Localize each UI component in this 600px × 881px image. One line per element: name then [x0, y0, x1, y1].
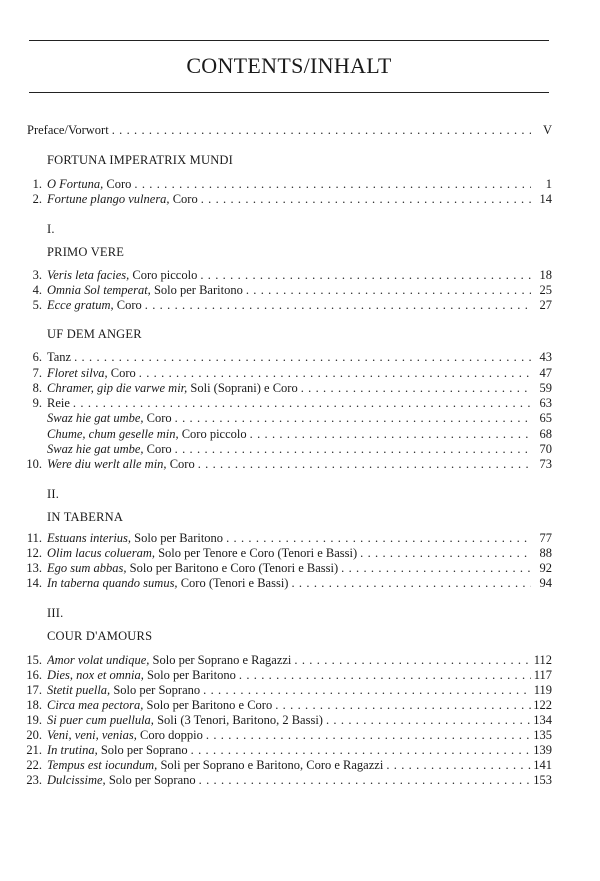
toc-entry-title: Swaz hie gat umbe,: [47, 442, 144, 456]
section-heading-cour-damours: COUR D'AMOURS: [47, 629, 153, 643]
toc-entry-title: Circa mea pectora,: [47, 698, 144, 712]
leader-dots: [201, 191, 531, 207]
section-heading-fortuna: FORTUNA IMPERATRIX MUNDI: [47, 153, 234, 167]
leader-dots: [246, 282, 531, 298]
toc-entry[interactable]: [0, 697, 600, 713]
leader-dots: [226, 530, 531, 546]
leader-dots: [200, 267, 531, 283]
toc-entry-title: Floret silva,: [47, 366, 108, 380]
toc-entry-number: 16.: [26, 668, 42, 682]
toc-entry-page: 119: [533, 683, 552, 697]
toc-entry-number: 23.: [26, 773, 42, 787]
toc-entry-page: 94: [539, 576, 552, 590]
toc-entry-desc: Soli (3 Tenori, Baritono, 2 Bassi): [153, 713, 323, 727]
toc-subentry[interactable]: [0, 410, 600, 426]
section-heading-uf-dem-anger: UF DEM ANGER: [47, 327, 142, 341]
toc-entry-number: 4.: [32, 283, 42, 297]
leader-dots: [301, 380, 531, 396]
leader-dots: [275, 697, 531, 713]
toc-entry-desc: Coro: [143, 411, 172, 425]
toc-entry-title: Olim lacus colueram,: [47, 546, 155, 560]
leader-dots: [191, 742, 531, 758]
toc-entry-page: 92: [539, 561, 552, 575]
toc-entry-number: 7.: [32, 366, 42, 380]
part-number-1: I.: [47, 222, 55, 236]
toc-entry-number: 15.: [26, 653, 42, 667]
toc-entry-page: 73: [539, 457, 552, 471]
toc-entry-page: 47: [539, 366, 552, 380]
toc-entry[interactable]: [0, 191, 600, 207]
top-rule: [29, 40, 549, 41]
toc-entry[interactable]: [0, 652, 600, 668]
page-title: CONTENTS/INHALT: [186, 53, 392, 78]
leader-dots: [175, 410, 531, 426]
toc-entry-title: Omnia Sol temperat,: [47, 283, 151, 297]
leader-dots: [206, 727, 531, 743]
toc-entry-desc: Coro: [113, 298, 142, 312]
toc-entry-number: 13.: [26, 561, 42, 575]
toc-entry[interactable]: [0, 530, 600, 546]
toc-entry-page: 77: [539, 531, 552, 545]
leader-dots: [112, 122, 531, 138]
toc-entry-page: 27: [539, 298, 552, 312]
toc-entry-number: 22.: [26, 758, 42, 772]
leader-dots: [175, 441, 531, 457]
toc-entry[interactable]: [0, 667, 600, 683]
toc-entry-desc: Coro (Tenori e Bassi): [177, 576, 289, 590]
bottom-rule: [29, 92, 549, 93]
toc-entry-desc: Coro piccolo: [129, 268, 198, 282]
leader-dots: [250, 426, 531, 442]
section-heading-primo-vere: PRIMO VERE: [47, 245, 125, 259]
toc-entry[interactable]: [0, 282, 600, 298]
toc-entry-desc: Solo per Soprano: [110, 683, 201, 697]
toc-entry-page: 88: [539, 546, 552, 560]
leader-dots: [198, 456, 531, 472]
toc-entry-preface[interactable]: [0, 122, 600, 138]
toc-entry-title: Amor volat undique,: [47, 653, 150, 667]
leader-dots: [199, 772, 531, 788]
toc-entry[interactable]: [0, 742, 600, 758]
toc-entry-title: Preface/Vorwort: [27, 123, 109, 137]
toc-entry[interactable]: [0, 560, 600, 576]
toc-entry[interactable]: [0, 757, 600, 773]
toc-entry-desc: Tanz: [47, 350, 72, 364]
toc-entry-number: 20.: [26, 728, 42, 742]
toc-entry-page: 25: [539, 283, 552, 297]
toc-entry-page: 139: [533, 743, 552, 757]
leader-dots: [139, 365, 531, 381]
toc-entry-desc: Coro doppio: [136, 728, 203, 742]
toc-entry-page: 43: [539, 350, 552, 364]
toc-entry-desc: Coro: [143, 442, 172, 456]
toc-entry-number: 19.: [26, 713, 42, 727]
toc-entry[interactable]: [0, 712, 600, 728]
toc-entry-page: 112: [533, 653, 552, 667]
toc-entry[interactable]: [0, 267, 600, 283]
toc-entry-number: 5.: [32, 298, 42, 312]
leader-dots: [239, 667, 531, 683]
section-heading-in-taberna: IN TABERNA: [47, 510, 124, 524]
toc-entry-title: Chume, chum geselle min,: [47, 427, 179, 441]
leader-dots: [360, 545, 531, 561]
toc-entry-number: 6.: [32, 350, 42, 364]
toc-entry-number: 12.: [26, 546, 42, 560]
leader-dots: [341, 560, 531, 576]
toc-entry-title: Fortune plango vulnera,: [47, 192, 170, 206]
leader-dots: [134, 176, 531, 192]
toc-entry-title: Stetit puella,: [47, 683, 111, 697]
toc-entry-page: 18: [539, 268, 552, 282]
toc-entry-number: 18.: [26, 698, 42, 712]
toc-entry-number: 10.: [26, 457, 42, 471]
toc-entry-title: Swaz hie gat umbe,: [47, 411, 144, 425]
leader-dots: [73, 395, 531, 411]
toc-entry-desc: Solo per Soprano e Ragazzi: [149, 653, 292, 667]
part-number-2: II.: [47, 487, 60, 501]
toc-entry[interactable]: [0, 456, 600, 472]
toc-entry-desc: Solo per Baritono: [150, 283, 243, 297]
leader-dots: [326, 712, 531, 728]
toc-entry-number: 21.: [26, 743, 42, 757]
toc-entry-page: 141: [533, 758, 552, 772]
toc-entry-title: Dulcissime,: [47, 773, 106, 787]
toc-entry-desc: Coro piccolo: [178, 427, 247, 441]
toc-entry-desc: Coro: [103, 177, 132, 191]
toc-entry-number: 11.: [26, 531, 42, 545]
toc-entry-title: O Fortuna,: [47, 177, 104, 191]
toc-entry-desc: Solo per Soprano: [97, 743, 188, 757]
toc-entry-title: In trutina,: [47, 743, 98, 757]
toc-entry-page: 14: [539, 192, 552, 206]
toc-entry-number: 9.: [32, 396, 42, 410]
toc-entry-desc: Soli (Soprani) e Coro: [187, 381, 298, 395]
toc-entry-page: 117: [533, 668, 552, 682]
toc-entry-desc: Solo per Soprano: [105, 773, 196, 787]
toc-entry-title: Ego sum abbas,: [47, 561, 127, 575]
toc-entry-number: 8.: [32, 381, 42, 395]
toc-entry[interactable]: [0, 349, 600, 365]
toc-entry-desc: Reie: [47, 396, 70, 410]
leader-dots: [291, 575, 531, 591]
toc-entry-desc: Coro: [107, 366, 136, 380]
toc-entry-desc: Solo per Baritono e Coro: [143, 698, 273, 712]
toc-entry[interactable]: [0, 575, 600, 591]
toc-entry-page: 63: [539, 396, 552, 410]
toc-entry-title: Si puer cum puellula,: [47, 713, 154, 727]
toc-entry-page: V: [542, 123, 552, 137]
leader-dots: [145, 297, 531, 313]
toc-entry-page: 135: [533, 728, 552, 742]
toc-entry[interactable]: [0, 727, 600, 743]
toc-entry-number: 2.: [32, 192, 42, 206]
toc-entry-title: Tempus est iocundum,: [47, 758, 158, 772]
toc-entry[interactable]: [0, 772, 600, 788]
toc-entry-title: Were diu werlt alle min,: [47, 457, 167, 471]
toc-entry-page: 68: [539, 427, 552, 441]
toc-entry-number: 17.: [26, 683, 42, 697]
toc-entry-page: 1: [545, 177, 552, 191]
toc-entry[interactable]: [0, 682, 600, 698]
toc-entry-desc: Solo per Baritono: [131, 531, 224, 545]
toc-entry-title: Estuans interius,: [47, 531, 132, 545]
toc-entry-page: 134: [533, 713, 552, 727]
toc-entry-title: Dies, nox et omnia,: [47, 668, 144, 682]
toc-entry-title: Chramer, gip die varwe mir,: [47, 381, 188, 395]
toc-entry-desc: Solo per Baritono e Coro (Tenori e Bassi): [126, 561, 339, 575]
toc-entry-page: 153: [533, 773, 552, 787]
toc-entry[interactable]: [0, 176, 600, 192]
toc-entry[interactable]: [0, 380, 600, 396]
toc-entry-page: 65: [539, 411, 552, 425]
toc-entry-page: 59: [539, 381, 552, 395]
toc-entry[interactable]: [0, 297, 600, 313]
toc-entry[interactable]: [0, 365, 600, 381]
toc-entry-number: 14.: [26, 576, 42, 590]
toc-entry[interactable]: [0, 395, 600, 411]
toc-entry-desc: Solo per Baritono: [143, 668, 236, 682]
toc-entry-desc: Soli per Soprano e Baritono, Coro e Ragazzi: [157, 758, 384, 772]
leader-dots: [294, 652, 531, 668]
toc-entry-title: Ecce gratum,: [47, 298, 114, 312]
leader-dots: [74, 349, 531, 365]
toc-entry-page: 70: [539, 442, 552, 456]
toc-entry[interactable]: [0, 545, 600, 561]
leader-dots: [203, 682, 531, 698]
toc-subentry[interactable]: [0, 426, 600, 442]
toc-entry-desc: Solo per Tenore e Coro (Tenori e Bassi): [154, 546, 358, 560]
toc-entry-desc: Coro: [169, 192, 198, 206]
toc-entry-page: 122: [533, 698, 552, 712]
toc-entry-desc: Coro: [166, 457, 195, 471]
toc-entry-title: In taberna quando sumus,: [47, 576, 178, 590]
toc-entry-number: 1.: [32, 177, 42, 191]
toc-entry-title: Veni, veni, venias,: [47, 728, 137, 742]
toc-entry-number: 3.: [32, 268, 42, 282]
part-number-3: III.: [47, 606, 64, 620]
leader-dots: [386, 757, 531, 773]
toc-entry-title: Veris leta facies,: [47, 268, 130, 282]
toc-subentry[interactable]: [0, 441, 600, 457]
